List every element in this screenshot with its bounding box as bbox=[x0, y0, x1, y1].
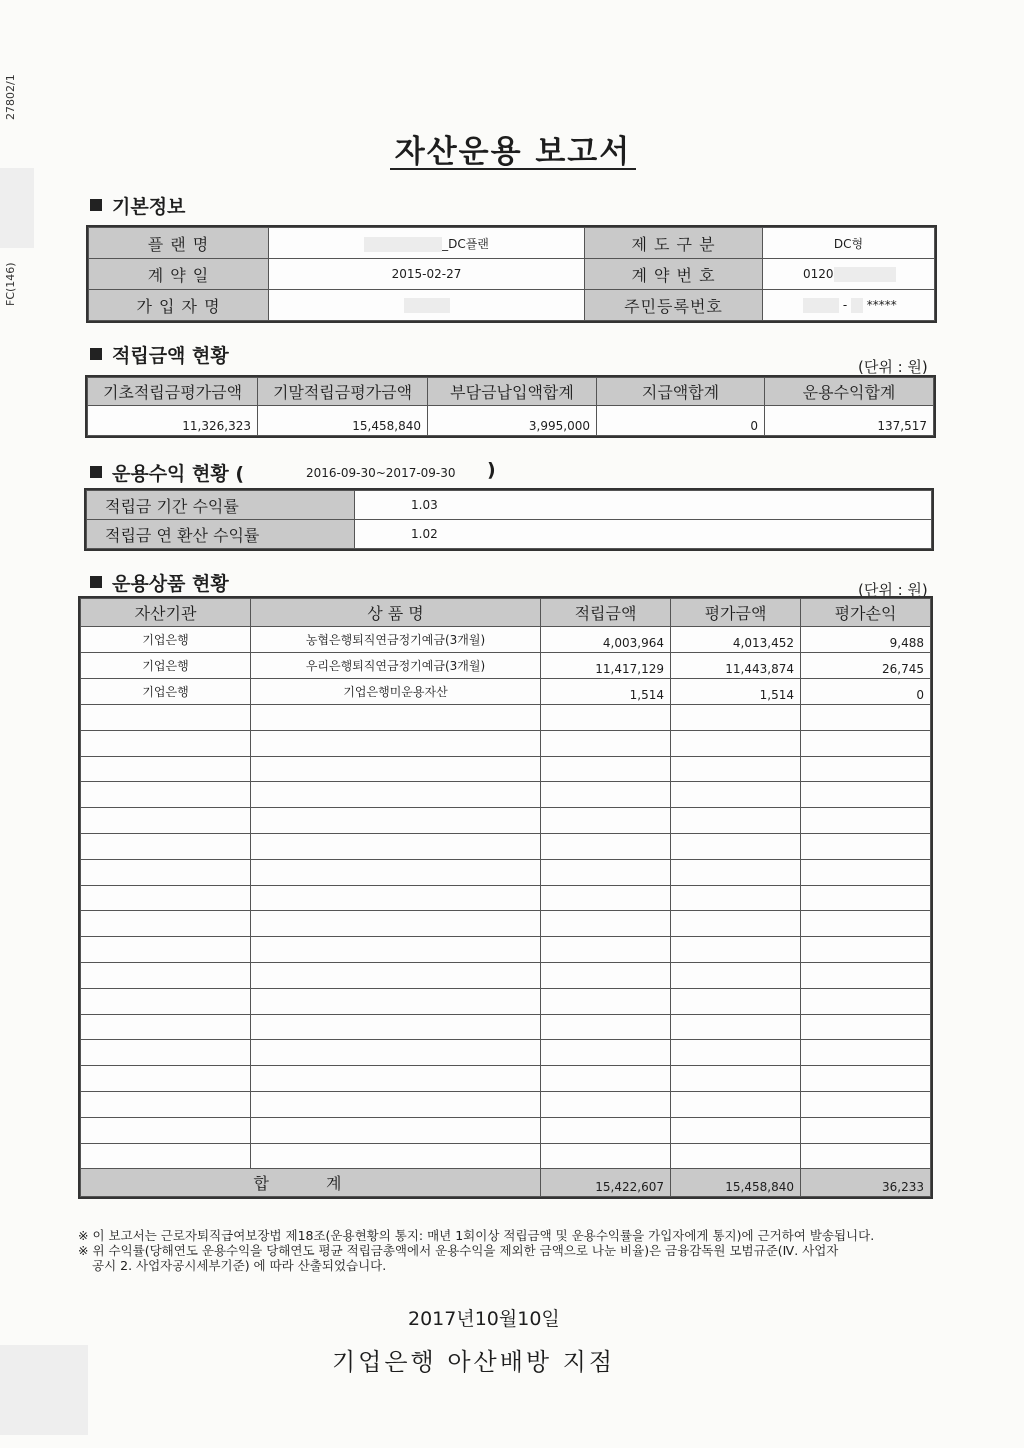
product-cell: 11,443,874 bbox=[671, 653, 801, 679]
empty-cell bbox=[541, 885, 671, 911]
empty-product-row bbox=[81, 782, 931, 808]
redaction-mask bbox=[364, 237, 442, 252]
empty-cell bbox=[671, 1091, 801, 1117]
empty-product-row bbox=[81, 937, 931, 963]
empty-cell bbox=[81, 937, 251, 963]
footnotes bbox=[78, 1228, 938, 1273]
empty-cell bbox=[81, 730, 251, 756]
accumulation-header: 운용수익합계 bbox=[765, 378, 934, 406]
footnote-line: 공시 2. 사업자공시세부기준) 에 따라 산출되었습니다. bbox=[92, 1258, 387, 1273]
total-label: 합 계 bbox=[81, 1169, 541, 1197]
product-cell: 9,488 bbox=[801, 627, 931, 653]
resident-no-cell: - ***** bbox=[763, 290, 935, 321]
empty-cell bbox=[541, 1091, 671, 1117]
fc-code: FC(146) bbox=[4, 262, 17, 306]
side-stamp-strip-bottom bbox=[0, 1345, 88, 1435]
annual-return-value: 1.02 bbox=[355, 520, 932, 549]
empty-cell bbox=[671, 1014, 801, 1040]
accumulation-header: 기초적립금평가금액 bbox=[88, 378, 258, 406]
empty-product-row bbox=[81, 833, 931, 859]
empty-cell bbox=[541, 859, 671, 885]
empty-cell bbox=[81, 833, 251, 859]
performance-heading: 운용수익 현황 ( bbox=[90, 459, 244, 486]
product-cell: 기업은행 bbox=[81, 679, 251, 705]
empty-cell bbox=[671, 937, 801, 963]
scheme-value: DC형 bbox=[763, 228, 935, 259]
empty-cell bbox=[801, 1091, 931, 1117]
empty-cell bbox=[801, 705, 931, 731]
empty-cell bbox=[541, 962, 671, 988]
empty-cell bbox=[541, 1117, 671, 1143]
accumulation-value: 3,995,000 bbox=[428, 406, 597, 436]
empty-cell bbox=[801, 808, 931, 834]
empty-product-row bbox=[81, 705, 931, 731]
basic-info-heading: 기본정보 bbox=[90, 192, 185, 219]
empty-cell bbox=[671, 885, 801, 911]
side-stamp-strip bbox=[0, 168, 34, 248]
issue-date: 2017년10월10일 bbox=[408, 1308, 560, 1330]
empty-product-row bbox=[81, 962, 931, 988]
empty-cell bbox=[251, 962, 541, 988]
empty-cell bbox=[251, 808, 541, 834]
empty-cell bbox=[251, 730, 541, 756]
accumulation-unit: (단위 : 원) bbox=[858, 358, 928, 376]
accumulation-value: 11,326,323 bbox=[88, 406, 258, 436]
empty-cell bbox=[671, 859, 801, 885]
performance-period: 2016-09-30~2017-09-30 bbox=[306, 466, 456, 480]
product-cell: 기업은행미운용자산 bbox=[251, 679, 541, 705]
empty-product-row bbox=[81, 1040, 931, 1066]
redaction-mask bbox=[404, 298, 450, 313]
accumulation-header: 지급액합계 bbox=[597, 378, 765, 406]
empty-cell bbox=[81, 1091, 251, 1117]
basic-info-table bbox=[88, 227, 935, 321]
footnote-line: ※ 이 보고서는 근로자퇴직급여보장법 제18조(운용현황의 통지: 매년 1회이상 적립금액 및 운용수익률을 가입자에게 통지)에 근거하여 발송됩니다. bbox=[78, 1228, 875, 1243]
resident-no-value: ***** bbox=[866, 297, 897, 312]
empty-cell bbox=[81, 808, 251, 834]
total-value: 36,233 bbox=[801, 1169, 931, 1197]
empty-cell bbox=[81, 962, 251, 988]
empty-cell bbox=[801, 885, 931, 911]
empty-cell bbox=[801, 859, 931, 885]
plan-name-value: _DC플랜 bbox=[442, 236, 489, 251]
product-cell: 26,745 bbox=[801, 653, 931, 679]
empty-cell bbox=[671, 911, 801, 937]
footnote-line: ※ 위 수익률(당해연도 운용수익을 당해연도 평균 적립금총액에서 운용수익을 제외한 금액으로 나눈 비율)은 금융감독원 모범규준(Ⅳ. 사업자 bbox=[78, 1243, 839, 1258]
product-cell: 기업은행 bbox=[81, 653, 251, 679]
products-header: 평가손익 bbox=[801, 599, 931, 627]
empty-cell bbox=[81, 911, 251, 937]
product-row bbox=[81, 653, 931, 679]
empty-cell bbox=[251, 705, 541, 731]
empty-cell bbox=[801, 730, 931, 756]
empty-cell bbox=[81, 1117, 251, 1143]
products-header: 상 품 명 bbox=[251, 599, 541, 627]
empty-product-row bbox=[81, 756, 931, 782]
empty-cell bbox=[541, 808, 671, 834]
empty-cell bbox=[671, 962, 801, 988]
product-cell: 농협은행퇴직연금정기예금(3개월) bbox=[251, 627, 541, 653]
product-row bbox=[81, 679, 931, 705]
product-cell: 4,003,964 bbox=[541, 627, 671, 653]
empty-cell bbox=[801, 1066, 931, 1092]
empty-cell bbox=[81, 705, 251, 731]
product-cell: 우리은행퇴직연금정기예금(3개월) bbox=[251, 653, 541, 679]
empty-cell bbox=[801, 1143, 931, 1169]
empty-cell bbox=[541, 782, 671, 808]
empty-cell bbox=[81, 859, 251, 885]
empty-product-row bbox=[81, 911, 931, 937]
empty-product-row bbox=[81, 885, 931, 911]
branch-name: 기업은행 아산배방 지점 bbox=[332, 1348, 616, 1376]
document-title: 자산운용 보고서 bbox=[394, 134, 632, 170]
total-value: 15,422,607 bbox=[541, 1169, 671, 1197]
subscriber-label: 가 입 자 명 bbox=[89, 290, 269, 321]
product-cell: 11,417,129 bbox=[541, 653, 671, 679]
empty-cell bbox=[541, 1014, 671, 1040]
empty-product-row bbox=[81, 988, 931, 1014]
contract-no-label: 계 약 번 호 bbox=[585, 259, 763, 290]
empty-cell bbox=[81, 1040, 251, 1066]
product-cell: 기업은행 bbox=[81, 627, 251, 653]
product-cell: 0 bbox=[801, 679, 931, 705]
product-cell: 4,013,452 bbox=[671, 627, 801, 653]
empty-cell bbox=[541, 937, 671, 963]
empty-cell bbox=[251, 1014, 541, 1040]
redaction-mask bbox=[803, 298, 839, 313]
empty-cell bbox=[801, 988, 931, 1014]
empty-cell bbox=[251, 937, 541, 963]
empty-cell bbox=[671, 1117, 801, 1143]
empty-cell bbox=[251, 911, 541, 937]
empty-product-row bbox=[81, 1143, 931, 1169]
total-value: 15,458,840 bbox=[671, 1169, 801, 1197]
plan-name-label: 플 랜 명 bbox=[89, 228, 269, 259]
empty-cell bbox=[671, 833, 801, 859]
performance-table bbox=[86, 490, 932, 549]
empty-cell bbox=[541, 705, 671, 731]
empty-cell bbox=[541, 730, 671, 756]
empty-product-row bbox=[81, 1117, 931, 1143]
empty-cell bbox=[251, 1066, 541, 1092]
accumulation-heading: 적립금액 현황 bbox=[90, 341, 229, 368]
products-header: 평가금액 bbox=[671, 599, 801, 627]
empty-cell bbox=[671, 808, 801, 834]
empty-cell bbox=[541, 756, 671, 782]
empty-cell bbox=[541, 1143, 671, 1169]
performance-close-paren: ) bbox=[487, 459, 496, 481]
empty-product-row bbox=[81, 859, 931, 885]
empty-cell bbox=[801, 911, 931, 937]
empty-product-row bbox=[81, 730, 931, 756]
empty-cell bbox=[671, 988, 801, 1014]
bullet-square-icon bbox=[90, 576, 102, 588]
accumulation-value: 137,517 bbox=[765, 406, 934, 436]
empty-cell bbox=[251, 1040, 541, 1066]
bullet-square-icon bbox=[90, 348, 102, 360]
accumulation-value: 0 bbox=[597, 406, 765, 436]
products-header: 자산기관 bbox=[81, 599, 251, 627]
plan-name-cell bbox=[269, 228, 585, 259]
contract-no-cell bbox=[763, 259, 935, 290]
empty-cell bbox=[81, 1014, 251, 1040]
accumulation-header: 기말적립금평가금액 bbox=[258, 378, 428, 406]
empty-cell bbox=[81, 1066, 251, 1092]
empty-cell bbox=[81, 1143, 251, 1169]
redaction-mask bbox=[851, 298, 863, 313]
contract-date-label: 계 약 일 bbox=[89, 259, 269, 290]
products-body bbox=[81, 627, 931, 1169]
empty-cell bbox=[671, 756, 801, 782]
empty-cell bbox=[801, 1040, 931, 1066]
bullet-square-icon bbox=[90, 466, 102, 478]
product-cell: 1,514 bbox=[671, 679, 801, 705]
contract-date-value: 2015-02-27 bbox=[269, 259, 585, 290]
empty-cell bbox=[251, 1143, 541, 1169]
redaction-mask bbox=[834, 267, 896, 282]
empty-cell bbox=[541, 988, 671, 1014]
empty-cell bbox=[671, 705, 801, 731]
empty-cell bbox=[671, 730, 801, 756]
empty-cell bbox=[251, 1117, 541, 1143]
product-row bbox=[81, 627, 931, 653]
empty-cell bbox=[251, 859, 541, 885]
form-code: 27802/1 bbox=[4, 74, 17, 120]
empty-cell bbox=[81, 756, 251, 782]
empty-cell bbox=[671, 782, 801, 808]
empty-cell bbox=[251, 885, 541, 911]
empty-cell bbox=[541, 833, 671, 859]
title-underline bbox=[390, 168, 636, 170]
subscriber-cell bbox=[269, 290, 585, 321]
period-return-value: 1.03 bbox=[355, 491, 932, 520]
empty-product-row bbox=[81, 1066, 931, 1092]
accumulation-value: 15,458,840 bbox=[258, 406, 428, 436]
empty-product-row bbox=[81, 1091, 931, 1117]
scheme-label: 제 도 구 분 bbox=[585, 228, 763, 259]
empty-cell bbox=[801, 756, 931, 782]
empty-cell bbox=[801, 937, 931, 963]
empty-cell bbox=[801, 1014, 931, 1040]
empty-cell bbox=[251, 833, 541, 859]
empty-cell bbox=[81, 782, 251, 808]
empty-cell bbox=[801, 782, 931, 808]
products-unit: (단위 : 원) bbox=[858, 581, 928, 599]
empty-cell bbox=[801, 833, 931, 859]
accumulation-header: 부담금납입액합계 bbox=[428, 378, 597, 406]
empty-cell bbox=[671, 1143, 801, 1169]
empty-cell bbox=[81, 885, 251, 911]
empty-product-row bbox=[81, 1014, 931, 1040]
empty-cell bbox=[81, 988, 251, 1014]
products-heading: 운용상품 현황 bbox=[90, 569, 229, 596]
empty-cell bbox=[541, 911, 671, 937]
products-table bbox=[80, 598, 931, 1197]
annual-return-label: 적립금 연 환산 수익률 bbox=[87, 520, 355, 549]
empty-cell bbox=[671, 1066, 801, 1092]
bullet-square-icon bbox=[90, 199, 102, 211]
empty-cell bbox=[251, 782, 541, 808]
empty-cell bbox=[671, 1040, 801, 1066]
accumulation-table bbox=[87, 377, 934, 436]
empty-cell bbox=[251, 1091, 541, 1117]
empty-cell bbox=[801, 1117, 931, 1143]
empty-cell bbox=[251, 756, 541, 782]
products-header: 적립금액 bbox=[541, 599, 671, 627]
period-return-label: 적립금 기간 수익률 bbox=[87, 491, 355, 520]
empty-cell bbox=[541, 1066, 671, 1092]
empty-cell bbox=[541, 1040, 671, 1066]
empty-cell bbox=[801, 962, 931, 988]
contract-no-value: 0120 bbox=[803, 266, 834, 281]
resident-no-label: 주민등록번호 bbox=[585, 290, 763, 321]
product-cell: 1,514 bbox=[541, 679, 671, 705]
empty-product-row bbox=[81, 808, 931, 834]
empty-cell bbox=[251, 988, 541, 1014]
